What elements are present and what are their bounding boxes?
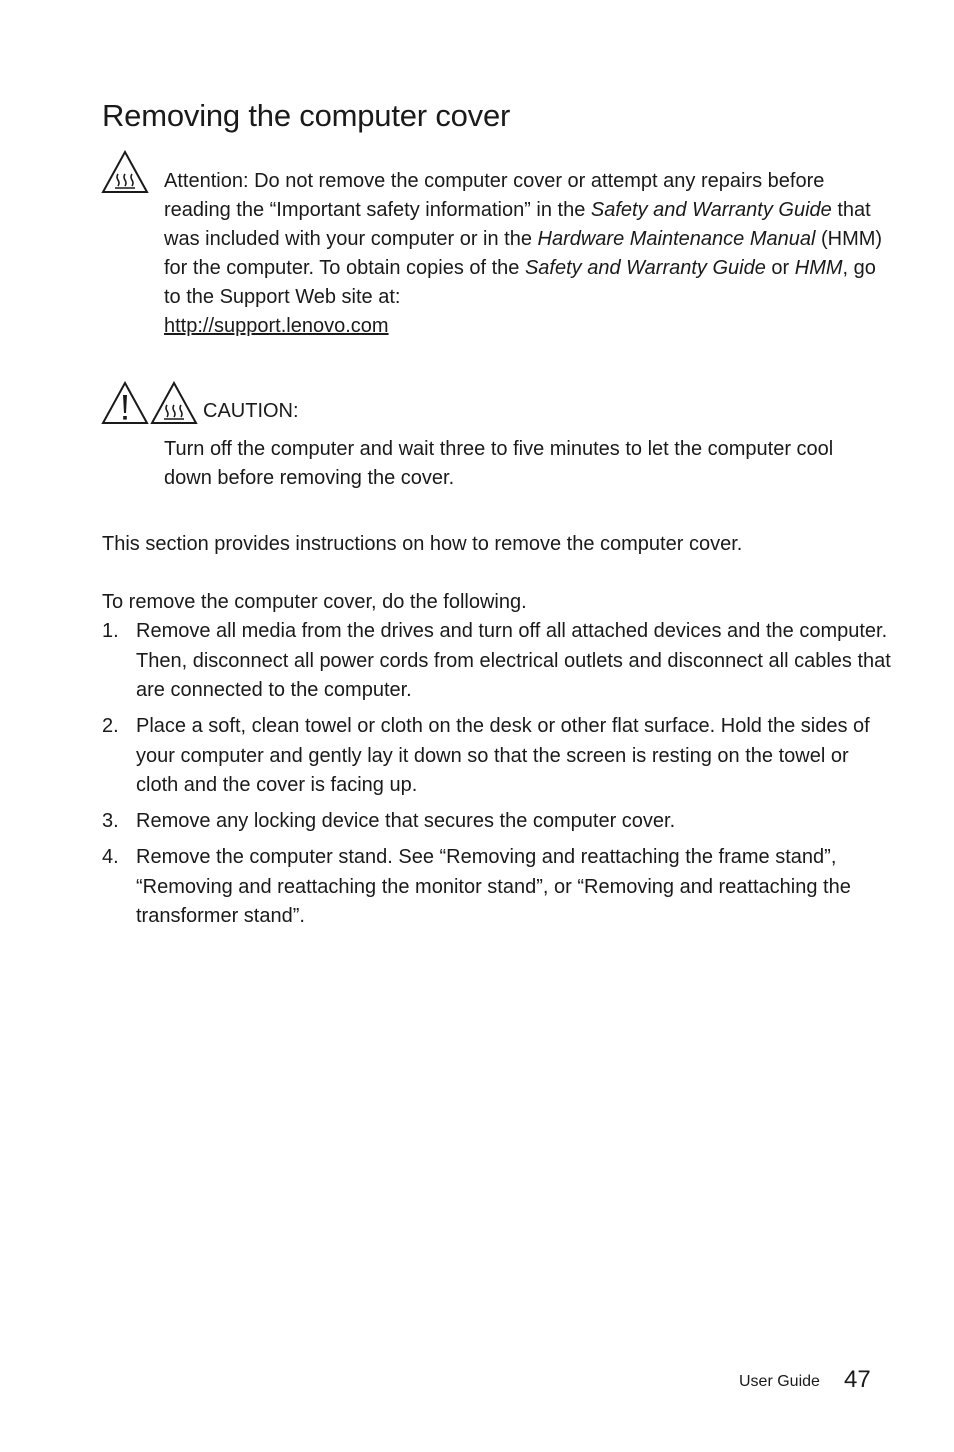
procedure-steps (102, 617, 892, 938)
attention-text: that was included with your computer or in the (164, 199, 871, 250)
list-item (102, 843, 892, 932)
step-number: 1. (102, 620, 119, 642)
attention-italic-ref: Safety and Warranty Guide (524, 257, 766, 279)
exclamation-warning-icon (101, 381, 149, 425)
page-title: Removing the computer cover (102, 98, 511, 133)
attention-label: Attention: (164, 170, 249, 192)
list-item (102, 712, 892, 801)
step-number: 2. (102, 715, 119, 737)
attention-text: or (765, 257, 795, 279)
attention-italic-ref: HMM (794, 257, 843, 279)
step-text: Place a soft, clean towel or cloth on the desk or other flat surface. Hold the sides of your computer and gently lay it down so that the screen is resting on the towel or cloth and the cover is facing up. (136, 715, 870, 796)
step-number: 4. (102, 846, 119, 868)
attention-italic-ref: Hardware Maintenance Manual (537, 228, 816, 250)
caution-label: CAUTION: (203, 400, 299, 422)
step-text: Remove the computer stand. See “Removing and reattaching the frame stand”, “Removing and reattaching the monitor stand”, or “Removing and reattaching the transformer stand”. (136, 846, 851, 927)
list-item (102, 617, 892, 706)
footer-label: User Guide (739, 1373, 820, 1390)
step-number: 3. (102, 810, 119, 832)
intro-paragraph: This section provides instructions on how to remove the computer cover. (102, 533, 743, 555)
support-link[interactable]: http://support.lenovo.com (164, 315, 389, 337)
attention-italic-ref: Safety and Warranty Guide (590, 199, 832, 221)
page-number: 47 (844, 1366, 871, 1393)
list-item (102, 807, 892, 837)
attention-text: , go to the Support Web site at: (164, 257, 876, 308)
hot-surface-warning-icon (150, 381, 198, 425)
attention-text: (HMM) for the computer. To obtain copies of the (164, 228, 883, 279)
step-text: Remove all media from the drives and turn off all attached devices and the computer. Then, disconnect all power cords from electrical outlets and disconnect all cables that are connected to the computer. (136, 620, 891, 701)
attention-notice (164, 167, 884, 341)
attention-text: Do not remove the computer cover or attempt any repairs before reading the “Important safety information” in the (164, 170, 825, 221)
hot-surface-warning-icon (101, 150, 149, 194)
caution-text: Turn off the computer and wait three to five minutes to let the computer cool down before removing the cover. (164, 438, 834, 489)
step-text: Remove any locking device that secures the computer cover. (136, 810, 676, 832)
procedure-lead: To remove the computer cover, do the following. (102, 591, 527, 613)
